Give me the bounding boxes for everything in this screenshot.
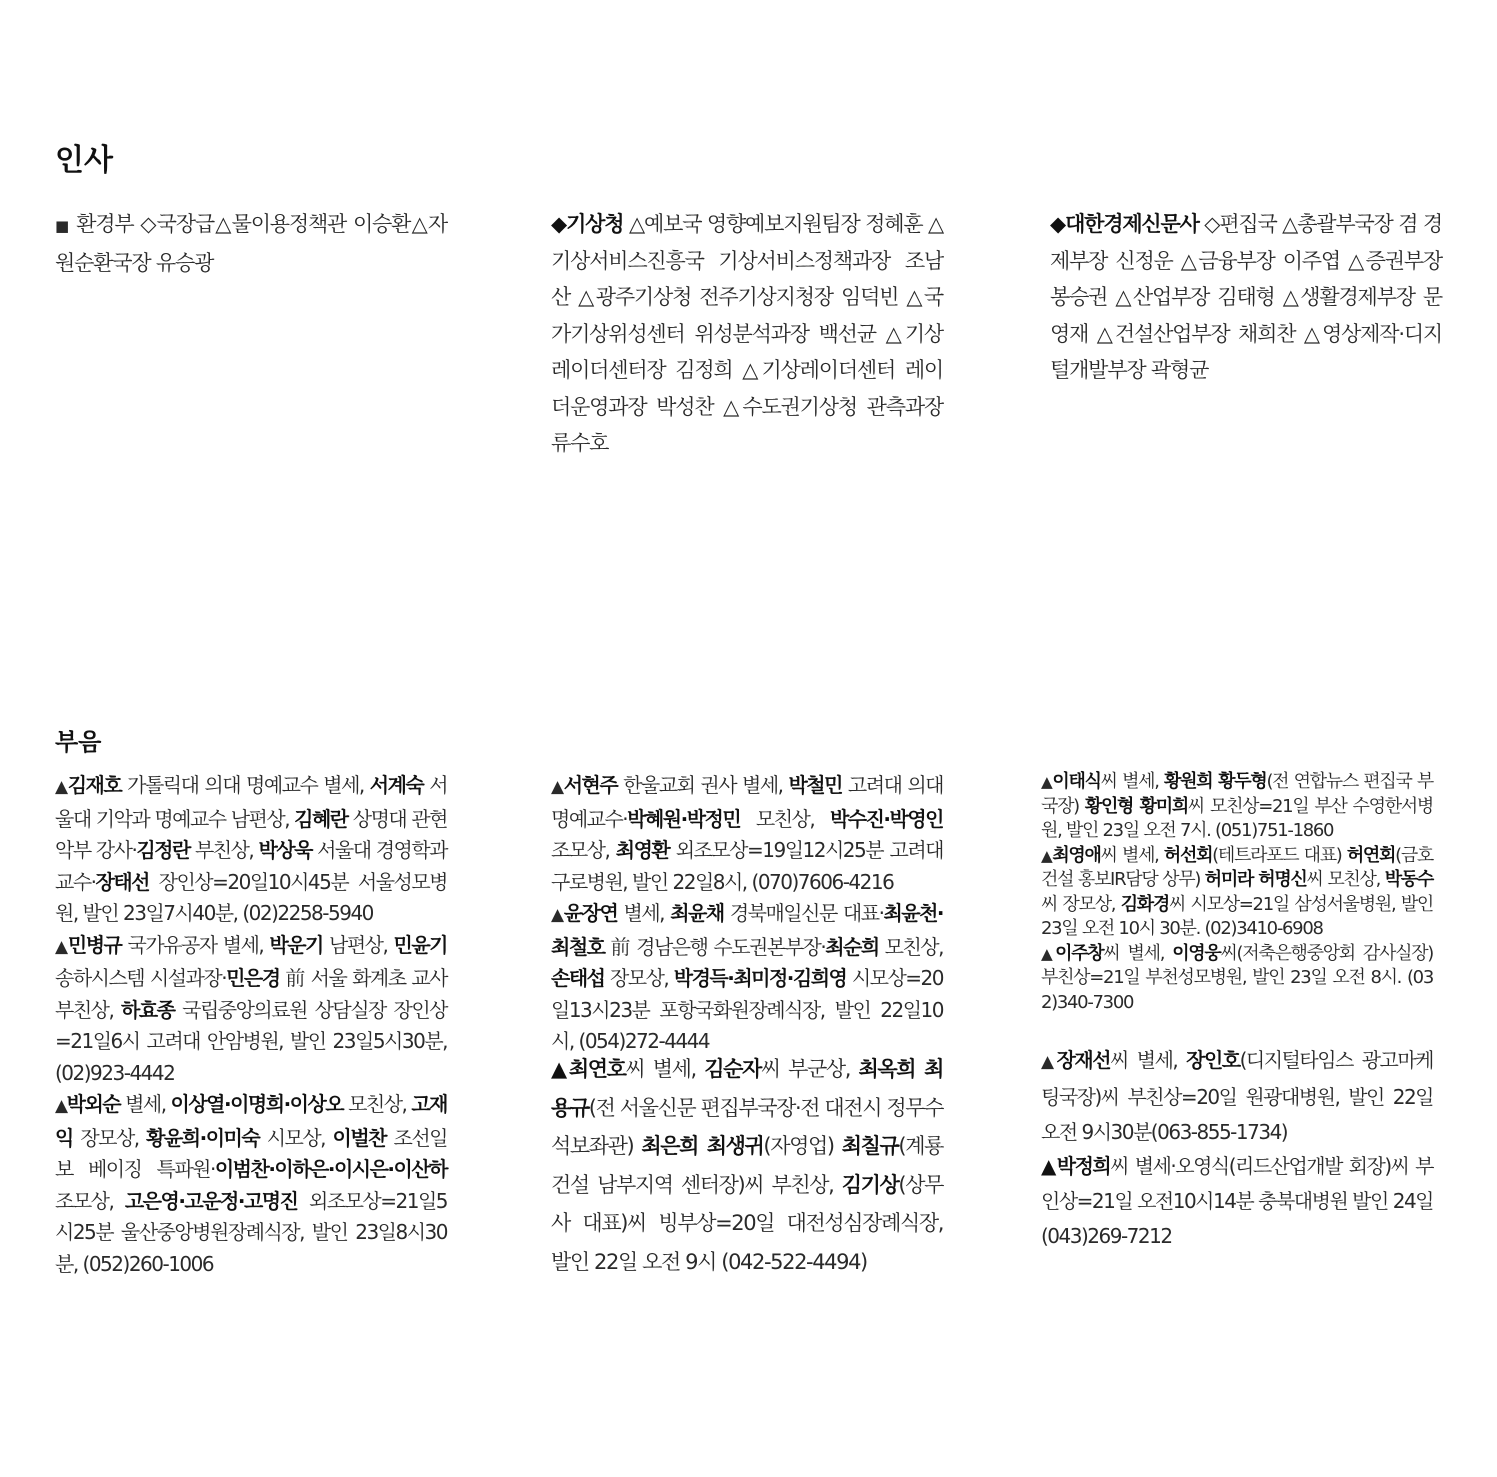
obituary-text: 씨 별세, bbox=[1100, 844, 1164, 866]
person-name: 박외순 bbox=[66, 1092, 121, 1116]
triangle-marker: ▲ bbox=[1041, 773, 1053, 791]
person-name: 윤장연 bbox=[563, 901, 618, 925]
obituary-text: (전 연합뉴스 편집국 부국장) bbox=[1041, 771, 1433, 817]
person-name: 김재호 bbox=[67, 773, 122, 797]
person-name: ▲박정희 bbox=[1041, 1154, 1111, 1179]
person-name: 황원희 황두형 bbox=[1164, 771, 1267, 792]
obituary-text: 씨 장모상, bbox=[1041, 893, 1121, 915]
person-name: 손태섭 bbox=[551, 966, 605, 990]
obituary-text: 장모상, bbox=[604, 966, 674, 990]
org-name: 환경부 bbox=[76, 212, 134, 236]
person-name: 박철민 bbox=[788, 773, 842, 797]
person-name: ▲최연호 bbox=[551, 1057, 626, 1081]
obituary-text: 남편상, bbox=[322, 932, 394, 957]
person-name: 박상욱 bbox=[258, 838, 312, 862]
person-name: 고재익 bbox=[55, 1092, 447, 1150]
obituary-text: 국립중앙의료원 상담실장 장인상=21일6시 고려대 안암병원, 발인 23일5시30분, (02)923-4442 bbox=[55, 997, 447, 1085]
obituary-text: 송하시스템 시설과장· bbox=[55, 966, 227, 990]
entry-marker: ◆ bbox=[551, 212, 567, 236]
obituary-entry bbox=[551, 1050, 943, 1281]
entry-marker: ■ bbox=[55, 217, 70, 235]
triangle-marker: ▲ bbox=[551, 777, 564, 797]
section-title-personnel: 인사 bbox=[55, 143, 113, 178]
person-name: 최칠규 bbox=[841, 1134, 899, 1158]
person-name: 이벌찬 bbox=[332, 1125, 387, 1150]
person-name: 고은영·고운정·고명진 bbox=[124, 1188, 298, 1213]
person-name: 최옥희 최용규 bbox=[551, 1057, 943, 1120]
obituary-text: 외조모상=19일12시25분 고려대 구로병원, 발인 22일8시, (070)7606-4216 bbox=[551, 838, 943, 894]
entry-text: △예보국 영향예보지원팀장 정혜훈 △기상서비스진흥국 기상서비스정책과장 조남산 △광주기상청 전주기상지청장 임덕빈 △국가기상위성센터 위성분석과장 백선균 △기상레이더센터장 김정희 △기상레이더센터 레이더운영과장 박성찬 △수도권기상청 관측과장 류수호 bbox=[551, 212, 943, 455]
obituary-text: (금호건설 홍보IR담당 상무) bbox=[1041, 844, 1434, 890]
triangle-marker: ▲ bbox=[55, 777, 68, 797]
obituary-text: 국가유공자 별세, bbox=[121, 932, 270, 957]
entry-text: ◇국장급△물이용정책관 이승환△자원순환국장 유승광 bbox=[55, 212, 448, 275]
obituary-text: 씨 시모상=21일 삼성서울병원, 발인 23일 오전 10시 30분. (02)3410-6908 bbox=[1041, 893, 1433, 939]
obituary-entry bbox=[1041, 942, 1433, 1016]
obituary-entry bbox=[551, 898, 943, 1058]
obituary-text: 씨 별세, bbox=[1103, 942, 1173, 964]
obituary-text: (자영업) bbox=[763, 1134, 842, 1158]
obituary-text: 前 경남은행 수도권본부장· bbox=[604, 934, 826, 959]
obituary-text: 씨 별세, bbox=[625, 1057, 705, 1081]
obituary-text: 씨 별세·오영식(리드산업개발 회장)씨 부인상=21일 오전10시14분 충북대병원 발인 24일(043)269-7212 bbox=[1041, 1154, 1433, 1248]
obituary-entry bbox=[55, 1089, 447, 1280]
obituary-text: (전 서울신문 편집부국장·전 대전시 정무수석보좌관) bbox=[551, 1095, 944, 1158]
person-name: 서계숙 bbox=[369, 773, 424, 797]
personnel-entry-environment bbox=[55, 206, 447, 281]
triangle-marker: ▲ bbox=[1041, 1052, 1057, 1072]
obituary-column-2a bbox=[551, 770, 943, 1058]
person-name: 김정란 bbox=[136, 838, 190, 862]
org-name: 기상청 bbox=[566, 212, 624, 236]
person-name: 황윤희·이미숙 bbox=[146, 1125, 260, 1150]
obituary-entry bbox=[55, 930, 447, 1090]
person-name: 최영애 bbox=[1052, 844, 1101, 866]
obituary-entry bbox=[55, 770, 447, 930]
person-name: 박수진·박영인 bbox=[829, 806, 943, 831]
person-name: 김기상 bbox=[841, 1172, 899, 1197]
person-name: 장인호 bbox=[1186, 1048, 1240, 1072]
person-name: 최순희 bbox=[825, 934, 879, 959]
obituary-text: 씨 부군상, bbox=[760, 1057, 859, 1081]
person-name: 최윤채 bbox=[670, 901, 724, 925]
obituary-entry bbox=[1041, 1043, 1433, 1149]
triangle-marker: ▲ bbox=[55, 936, 68, 957]
obituary-text: 씨(저축은행중앙회 감사실장) 부친상=21일 부천성모병원, 발인 23일 오전 8시. (032)340-7300 bbox=[1041, 942, 1434, 1013]
person-name: 이범찬·이하은·이시은·이산하 bbox=[214, 1157, 447, 1181]
person-name: 김순자 bbox=[704, 1057, 761, 1081]
org-name: 대한경제신문사 bbox=[1065, 212, 1199, 236]
person-name: 하효종 bbox=[121, 997, 175, 1022]
person-name: 민은경 bbox=[226, 966, 280, 990]
obituary-text: 장인상=20일10시45분 서울성모병원, 발인 23일7시40분, (02)2258-5940 bbox=[55, 869, 447, 925]
entry-text: ◇편집국 △총괄부국장 겸 경제부장 신정운 △금융부장 이주엽 △증권부장 봉승권 △산업부장 김태형 △생활경제부장 문영재 △건설산업부장 채희찬 △영상제작·디지털개발부장 곽형균 bbox=[1050, 212, 1442, 382]
obituary-column-1 bbox=[55, 770, 447, 1280]
obituary-text: 모친상, bbox=[740, 806, 830, 831]
person-name: 최은희 최생귀 bbox=[641, 1134, 764, 1158]
person-name: 박경득·최미정·김희영 bbox=[673, 966, 847, 990]
obituary-entry bbox=[1041, 1149, 1433, 1253]
obituary-text: 씨 모친상=21일 부산 수영한서병원, 발인 23일 오전 7시. (051)751-1860 bbox=[1041, 795, 1433, 841]
obituary-text: 모친상, bbox=[343, 1092, 412, 1116]
obituary-text: (디지털타임스 광고마케팅국장)씨 부친상=20일 원광대병원, 발인 22일 오전 9시30분(063-855-1734) bbox=[1041, 1048, 1433, 1144]
person-name: 허미라 허명신 bbox=[1204, 869, 1307, 890]
obituary-text: (상무사 대표)씨 빙부상=20일 대전성심장례식장, 발인 22일 오전 9시 (042-522-4494) bbox=[551, 1172, 943, 1274]
obituary-text: 시모상=20일13시23분 포항국화원장례식장, 발인 22일10시, (054)272-4444 bbox=[551, 966, 943, 1053]
obituary-text: 고려대 의대 명예교수· bbox=[551, 773, 943, 831]
obituary-entry bbox=[1041, 844, 1433, 942]
person-name: 박혜원·박정민 bbox=[627, 806, 741, 831]
person-name: 민병규 bbox=[67, 932, 122, 957]
obituary-entry bbox=[551, 770, 943, 898]
obituary-text: 외조모상=21일5시25분 울산중앙병원장례식장, 발인 23일8시30분, (052)260-1006 bbox=[55, 1188, 447, 1276]
obituary-text: 경북매일신문 대표· bbox=[723, 901, 884, 925]
obituary-text: 서울대 경영학과 교수· bbox=[55, 838, 447, 894]
person-name: 최윤천·최철호 bbox=[551, 901, 943, 959]
person-name: 김화경 bbox=[1120, 893, 1169, 915]
person-name: 최영환 bbox=[615, 838, 670, 862]
triangle-marker: ▲ bbox=[1041, 944, 1056, 963]
obituary-text: 前 서울 화계초 교사 부친상, bbox=[55, 966, 447, 1022]
obituary-text: 서울대 기악과 명예교수 남편상, bbox=[55, 773, 448, 831]
person-name: 이태식 bbox=[1052, 771, 1101, 792]
entry-marker: ◆ bbox=[1050, 212, 1066, 236]
obituary-text: 조모상, bbox=[55, 1188, 125, 1213]
obituary-text: 가톨릭대 의대 명예교수 별세, bbox=[121, 773, 370, 797]
person-name: 허연회 bbox=[1346, 844, 1396, 866]
triangle-marker: ▲ bbox=[1041, 846, 1053, 865]
obituary-column-3a bbox=[1041, 770, 1433, 1015]
obituary-text: 상명대 관현악부 강사· bbox=[55, 806, 447, 862]
triangle-marker: ▲ bbox=[551, 905, 564, 925]
triangle-marker: ▲ bbox=[55, 1096, 67, 1116]
person-name: 박동수 bbox=[1384, 869, 1433, 890]
person-name: 장태선 bbox=[95, 869, 149, 894]
person-name: 민윤기 bbox=[393, 932, 447, 957]
section-title-obituaries: 부음 bbox=[55, 728, 102, 756]
obituary-text: 조모상, bbox=[551, 838, 616, 862]
person-name: 이상열·이명희·이상오 bbox=[170, 1092, 344, 1116]
obituary-column-3b bbox=[1041, 1043, 1433, 1254]
obituary-text: (테트라포드 대표) bbox=[1212, 844, 1347, 866]
obituary-entry bbox=[1041, 770, 1433, 844]
personnel-entry-kma bbox=[551, 206, 943, 462]
obituary-text: 한울교회 권사 별세, bbox=[617, 773, 789, 797]
obituary-text: 부친상, bbox=[189, 838, 259, 862]
obituary-text: 장모상, bbox=[72, 1125, 147, 1150]
obituary-text: 씨 모친상, bbox=[1306, 869, 1385, 890]
obituary-text: 시모상, bbox=[259, 1125, 333, 1150]
obituary-text: 모친상, bbox=[878, 934, 943, 959]
person-name: 황인형 황미희 bbox=[1084, 795, 1188, 817]
person-name: 이영웅 bbox=[1172, 942, 1221, 964]
person-name: 허선회 bbox=[1163, 844, 1213, 866]
obituary-column-2b bbox=[551, 1050, 943, 1281]
person-name: 서현주 bbox=[563, 773, 618, 797]
obituary-text: (계룡건설 남부지역 센터장)씨 부친상, bbox=[551, 1134, 943, 1197]
person-name: 김혜란 bbox=[294, 806, 348, 831]
obituary-text: 별세, bbox=[120, 1092, 171, 1116]
person-name: 이주창 bbox=[1055, 942, 1104, 964]
obituary-text: 씨 별세, bbox=[1100, 771, 1165, 792]
obituary-text: 조선일보 베이징 특파원· bbox=[55, 1125, 447, 1181]
personnel-entry-daehan-economy bbox=[1050, 206, 1442, 389]
person-name: 장재선 bbox=[1056, 1048, 1111, 1072]
obituary-text: 별세, bbox=[617, 901, 671, 925]
person-name: 박운기 bbox=[269, 932, 323, 957]
obituary-text: 씨 별세, bbox=[1110, 1048, 1187, 1072]
